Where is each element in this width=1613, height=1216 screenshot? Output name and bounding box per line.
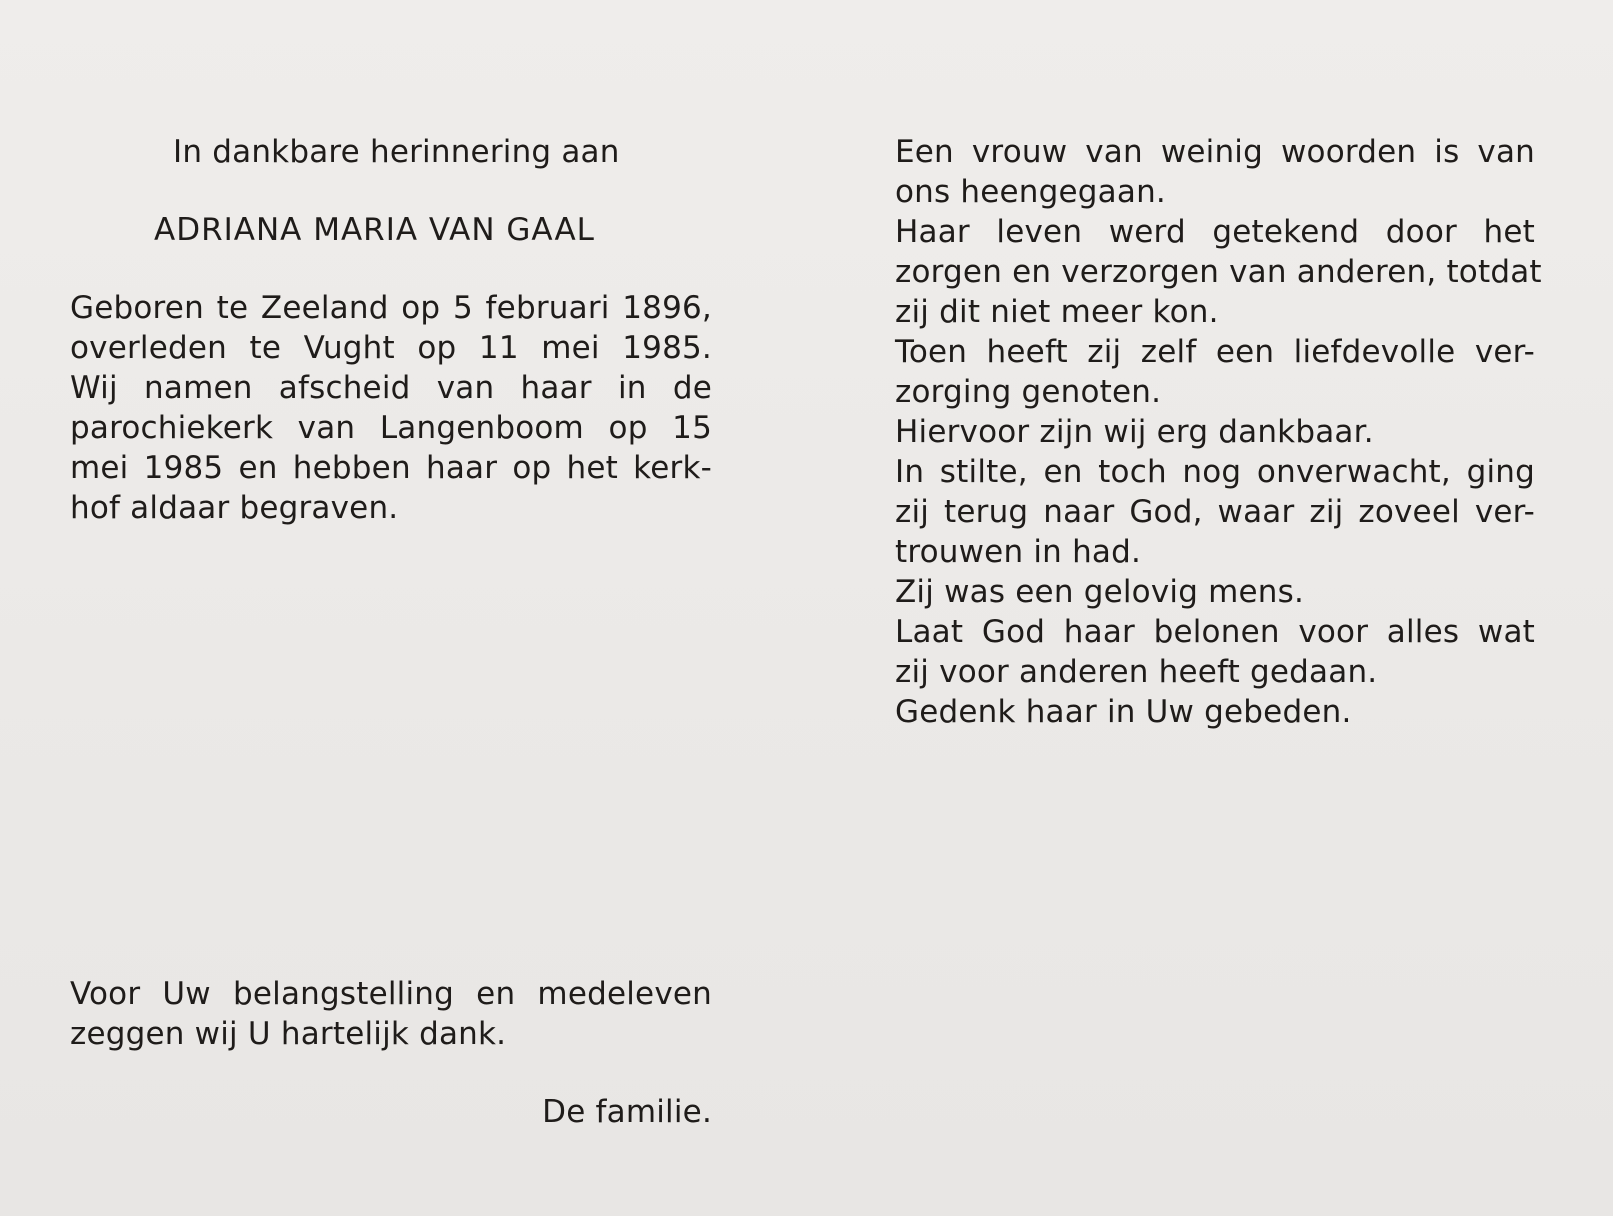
poem-line: zij terug naar God, waar zij zoveel ver- (895, 494, 1535, 530)
poem-line: zij dit niet meer kon. (895, 294, 1219, 330)
bio-line: mei 1985 en hebben haar op het kerk- (70, 450, 712, 486)
poem-line: zij voor anderen heeft gedaan. (895, 654, 1378, 690)
bio-line: Geboren te Zeeland op 5 februari 1896, (70, 290, 712, 326)
poem-line: Gedenk haar in Uw gebeden. (895, 694, 1352, 730)
intro-line: In dankbare herinnering aan (173, 134, 620, 170)
deceased-name: ADRIANA MARIA VAN GAAL (154, 212, 595, 248)
thanks-paragraph (70, 974, 712, 1054)
bio-line: overleden te Vught op 11 mei 1985. (70, 330, 712, 366)
thanks-line: zeggen wij U hartelijk dank. (70, 1016, 507, 1052)
bio-line: parochiekerk van Langenboom op 15 (70, 410, 712, 446)
poem-line: Een vrouw van weinig woorden is van (895, 134, 1535, 170)
poem-line: Toen heeft zij zelf een liefdevolle ver- (895, 334, 1535, 370)
poem-line: In stilte, en toch nog onverwacht, ging (895, 454, 1535, 490)
bio-line: hof aldaar begraven. (70, 490, 399, 526)
poem-line: ons heengegaan. (895, 174, 1166, 210)
poem-line: zorgen en verzorgen van anderen, totdat (895, 254, 1542, 290)
thanks-line: Voor Uw belangstelling en medeleven (70, 976, 712, 1012)
memorial-text (895, 132, 1542, 732)
poem-line: Zij was een gelovig mens. (895, 574, 1305, 610)
signoff: De familie. (542, 1094, 712, 1130)
biography-paragraph (70, 288, 712, 528)
poem-line: Hiervoor zijn wij erg dankbaar. (895, 414, 1374, 450)
poem-line: Laat God haar belonen voor alles wat (895, 614, 1535, 650)
poem-line: zorging genoten. (895, 374, 1162, 410)
poem-line: Haar leven werd getekend door het (895, 214, 1535, 250)
bio-line: Wij namen afscheid van haar in de (70, 370, 712, 406)
poem-line: trouwen in had. (895, 534, 1142, 570)
